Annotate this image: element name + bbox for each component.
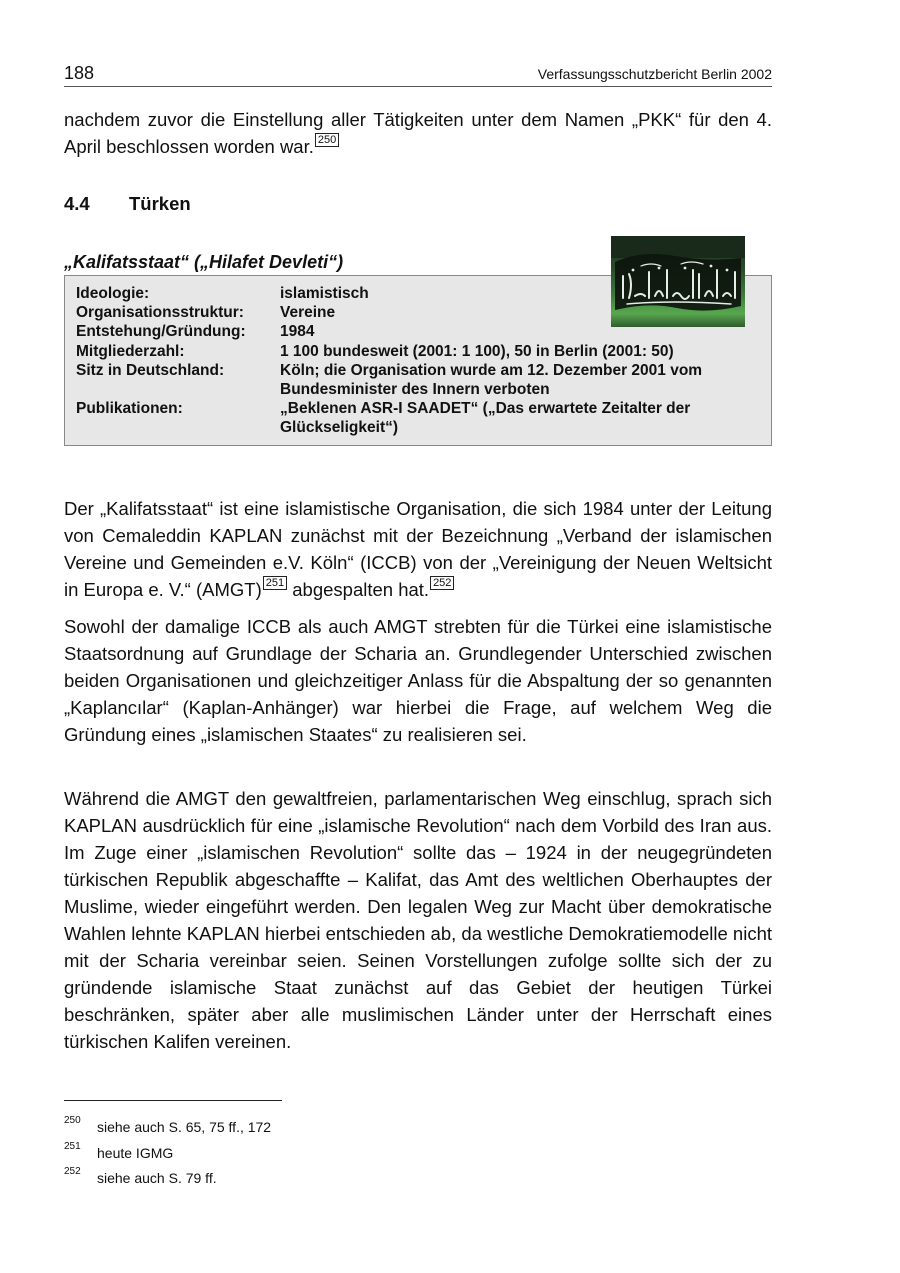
flag-calligraphy-graphic: [611, 236, 745, 327]
footnote-ref-251[interactable]: 251: [263, 576, 287, 590]
section-title: Türken: [129, 193, 191, 214]
section-number: 4.4: [64, 193, 90, 214]
footnote-ref-250[interactable]: 250: [315, 133, 339, 147]
fact-label: Organisationsstruktur:: [76, 304, 244, 322]
fact-value: 1984: [280, 323, 315, 341]
fact-value: islamistisch: [280, 285, 369, 302]
footnote-text: siehe auch S. 79 ff.: [97, 1170, 217, 1186]
running-title: Verfassungsschutzbericht Berlin 2002: [537, 66, 772, 82]
fact-label: Ideologie:: [76, 285, 150, 302]
fact-value: Vereine: [280, 304, 336, 322]
fact-value: Köln; die Organisation wurde am 12. Dezember 2001 vom Bundesminister des Innern verboten: [280, 361, 703, 399]
intro-paragraph: [64, 106, 772, 160]
fact-row: [76, 399, 750, 437]
body-paragraph-1: [64, 495, 772, 603]
footnote-number: 250: [64, 1115, 81, 1126]
paragraph-text: Der „Kalifatsstaat“ ist eine islamistische Organisation, die sich 1984 unter der Leitung von Cemaleddin KAPLAN zunächst mit der Bezeichnung „Verband der islamischen Vereine und Gemeinden e.V. Köln“ (ICCB) von der „Vereinigung der Neuen Weltsicht in Europa e. V.“ (AMGT): [64, 498, 772, 600]
fact-label: Publikationen:: [76, 400, 183, 418]
page-number: 188: [64, 63, 95, 83]
intro-text: nachdem zuvor die Einstellung aller Tätigkeiten unter dem Namen „PKK“ für den 4. April beschlossen worden war.: [64, 109, 772, 157]
header-rule: [64, 86, 772, 87]
fact-row: [76, 342, 750, 361]
fact-label: Mitgliederzahl:: [76, 342, 185, 360]
fact-label: Entstehung/Gründung:: [76, 323, 246, 341]
fact-label: Sitz in Deutschland:: [76, 361, 225, 379]
black-banner-flag-icon: [611, 236, 745, 327]
footnote-text: siehe auch S. 65, 75 ff., 172: [97, 1119, 272, 1135]
footnote-ref-252[interactable]: 252: [430, 576, 454, 590]
body-paragraph-2: Sowohl der damalige ICCB als auch AMGT strebten für die Türkei eine islamistische Staatsordnung auf Grundlage der Scharia an. Grundlegender Unterschied zwischen beiden Organisationen und gleichzeitiger Anlass für die Abspaltung der so genannten „Kaplancılar“ (Kaplan-Anhänger) war hierbei die Frage, auf welchem Weg die Gründung eines „islamischen Staates“ zu realisieren sei.: [64, 616, 772, 745]
footnote-number: 251: [64, 1141, 81, 1152]
footnote-text: heute IGMG: [97, 1145, 174, 1161]
footnote-separator: [64, 1100, 282, 1101]
paragraph-text: abgespalten hat.: [292, 579, 430, 600]
body-paragraph-3: Während die AMGT den gewaltfreien, parlamentarischen Weg einschlug, sprach sich KAPLAN ausdrücklich für eine „islamische Revolution“ nach dem Vorbild des Iran aus. Im Zuge einer „islamischen Revolution“ sollte das – 1924 in der neugegründeten türkischen Republik abgeschaffte – Kalifat, das Amt des weltlichen Oberhauptes der Muslime, wieder eingeführt werden. Den legalen Weg zur Macht über demokratische Wahlen lehnte KAPLAN hierbei entschieden ab, da westliche Demokratiemodelle nicht mit der Scharia vereinbar seien. Seinen Vorstellungen zufolge sollte sich der zu gründende islamische Staat zunächst auf das Gebiet der heutigen Türkei beschränken, später aber alle muslimischen Länder unter der Herrschaft eines türkischen Kalifen vereinen.: [64, 788, 772, 1052]
organization-title: „Kalifatsstaat“ („Hilafet Devleti“): [64, 252, 344, 272]
fact-row: [76, 361, 750, 399]
fact-value: 1 100 bundesweit (2001: 1 100), 50 in Berlin (2001: 50): [280, 342, 674, 360]
footnote-number: 252: [64, 1166, 81, 1177]
fact-value: „Beklenen ASR-I SAADET“ („Das erwartete Zeitalter der Glückseligkeit“): [280, 400, 691, 437]
